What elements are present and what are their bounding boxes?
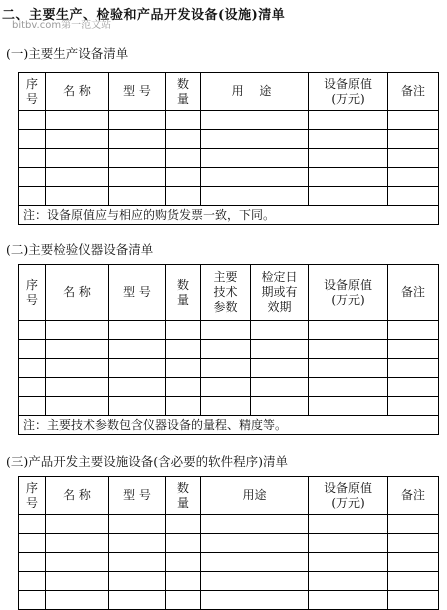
- table-cell: [109, 187, 166, 206]
- table-cell: [46, 378, 109, 397]
- table-cell: [109, 168, 166, 187]
- table-cell: [166, 149, 201, 168]
- header-model: 型 号: [109, 73, 166, 111]
- section-3-heading: (三)产品开发主要设施设备(含必要的软件程序)清单: [6, 454, 289, 469]
- header-calibration: 检定日期或有效期: [251, 265, 309, 321]
- table-cell: [309, 130, 388, 149]
- table-cell: [19, 553, 46, 572]
- table-cell: [109, 130, 166, 149]
- table-cell: [166, 534, 201, 553]
- table-cell: [109, 340, 166, 359]
- table-cell: [388, 397, 439, 416]
- table-cell: [251, 359, 309, 378]
- section-2-heading: (二)主要检验仪器设备清单: [6, 242, 154, 257]
- table-cell: [19, 168, 46, 187]
- table-body: [19, 111, 439, 206]
- table-cell: [309, 591, 388, 610]
- table-cell: [201, 149, 309, 168]
- table-cell: [388, 359, 439, 378]
- document-title: 二、主要生产、检验和产品开发设备(设施)清单: [2, 8, 286, 23]
- table-cell: [309, 515, 388, 534]
- production-equipment-table: [18, 72, 439, 225]
- table-cell: [46, 397, 109, 416]
- table-header-row: [19, 477, 439, 515]
- table-cell: [46, 591, 109, 610]
- table-cell: [388, 187, 439, 206]
- table-cell: [388, 572, 439, 591]
- table-cell: [19, 340, 46, 359]
- table-cell: [309, 397, 388, 416]
- table-row: [19, 378, 439, 397]
- table-row: [19, 321, 439, 340]
- table-row: [19, 534, 439, 553]
- table-cell: [46, 572, 109, 591]
- table-cell: [109, 515, 166, 534]
- header-qty: 数量: [166, 477, 201, 515]
- header-name: 名 称: [46, 477, 109, 515]
- watermark: bitbv.com第一范文站: [12, 20, 112, 31]
- header-seq: 序号: [19, 265, 46, 321]
- table-cell: [166, 359, 201, 378]
- table-cell: [201, 321, 251, 340]
- table-cell: [109, 149, 166, 168]
- table-cell: [388, 591, 439, 610]
- table-cell: [46, 515, 109, 534]
- table-cell: [388, 111, 439, 130]
- table-cell: [46, 111, 109, 130]
- table-cell: [166, 187, 201, 206]
- table-cell: [46, 340, 109, 359]
- table-cell: [166, 111, 201, 130]
- table-cell: [309, 359, 388, 378]
- inspection-instrument-table: [18, 264, 439, 435]
- table-cell: [166, 515, 201, 534]
- header-name: 名 称: [46, 73, 109, 111]
- table-cell: [201, 378, 251, 397]
- table-cell: [388, 553, 439, 572]
- table-note: 注：主要技术参数包含仪器设备的量程、精度等。: [19, 416, 439, 435]
- header-qty: 数量: [166, 265, 201, 321]
- table-row: [19, 149, 439, 168]
- table-cell: [388, 340, 439, 359]
- header-model: 型 号: [109, 477, 166, 515]
- table-cell: [201, 340, 251, 359]
- table-cell: [109, 397, 166, 416]
- table-cell: [166, 130, 201, 149]
- table-cell: [388, 168, 439, 187]
- table-note: 注：设备原值应与相应的购货发票一致，下同。: [19, 206, 439, 225]
- table-cell: [46, 168, 109, 187]
- table-row: [19, 359, 439, 378]
- table-row: [19, 515, 439, 534]
- table-cell: [201, 591, 309, 610]
- table-cell: [201, 168, 309, 187]
- table-note-row: [19, 416, 439, 435]
- table-cell: [19, 130, 46, 149]
- table-cell: [19, 359, 46, 378]
- table-cell: [19, 572, 46, 591]
- table-body: [19, 515, 439, 610]
- table-cell: [19, 378, 46, 397]
- table-cell: [309, 187, 388, 206]
- table-cell: [388, 149, 439, 168]
- table-cell: [309, 321, 388, 340]
- header-use: 用 途: [201, 73, 309, 111]
- table-cell: [309, 534, 388, 553]
- table-cell: [201, 515, 309, 534]
- table-note-row: [19, 206, 439, 225]
- table-cell: [388, 378, 439, 397]
- table-cell: [109, 111, 166, 130]
- table-cell: [109, 359, 166, 378]
- table-cell: [166, 397, 201, 416]
- table-cell: [388, 321, 439, 340]
- table-cell: [166, 378, 201, 397]
- table-cell: [388, 534, 439, 553]
- table-cell: [201, 187, 309, 206]
- header-params: 主要技术参数: [201, 265, 251, 321]
- table-cell: [201, 534, 309, 553]
- table-cell: [201, 130, 309, 149]
- table-cell: [166, 553, 201, 572]
- table-cell: [309, 111, 388, 130]
- header-qty: 数量: [166, 73, 201, 111]
- table-cell: [109, 378, 166, 397]
- header-seq: 序号: [19, 73, 46, 111]
- development-equipment-table: [18, 476, 439, 610]
- table-cell: [201, 572, 309, 591]
- table-cell: [46, 321, 109, 340]
- table-cell: [309, 553, 388, 572]
- table-row: [19, 397, 439, 416]
- table-cell: [309, 149, 388, 168]
- table-cell: [19, 591, 46, 610]
- header-value: 设备原值(万元): [309, 477, 388, 515]
- table-row: [19, 187, 439, 206]
- table-cell: [19, 321, 46, 340]
- header-remark: 备注: [388, 265, 439, 321]
- table-body: [19, 321, 439, 416]
- table-cell: [109, 553, 166, 572]
- table-row: [19, 130, 439, 149]
- table-header-row: [19, 265, 439, 321]
- table-cell: [166, 168, 201, 187]
- table-cell: [251, 397, 309, 416]
- table-cell: [166, 591, 201, 610]
- table-cell: [19, 397, 46, 416]
- table-cell: [201, 359, 251, 378]
- table-row: [19, 572, 439, 591]
- table-cell: [19, 515, 46, 534]
- table-cell: [19, 534, 46, 553]
- table-cell: [251, 340, 309, 359]
- table-cell: [309, 572, 388, 591]
- table-cell: [388, 515, 439, 534]
- table-cell: [109, 591, 166, 610]
- table-cell: [166, 572, 201, 591]
- section-1-heading: (一)主要生产设备清单: [6, 46, 129, 61]
- table-cell: [309, 168, 388, 187]
- table-cell: [19, 149, 46, 168]
- table-cell: [388, 130, 439, 149]
- table-cell: [309, 340, 388, 359]
- header-remark: 备注: [388, 73, 439, 111]
- table-cell: [166, 340, 201, 359]
- table-cell: [109, 321, 166, 340]
- header-remark: 备注: [388, 477, 439, 515]
- table-row: [19, 340, 439, 359]
- table-cell: [251, 378, 309, 397]
- table-row: [19, 111, 439, 130]
- table-cell: [109, 534, 166, 553]
- header-value: 设备原值(万元): [309, 73, 388, 111]
- table-cell: [309, 378, 388, 397]
- header-seq: 序号: [19, 477, 46, 515]
- table-cell: [46, 149, 109, 168]
- table-cell: [201, 397, 251, 416]
- table-cell: [19, 187, 46, 206]
- header-use: 用途: [201, 477, 309, 515]
- table-cell: [251, 321, 309, 340]
- table-cell: [46, 130, 109, 149]
- table-row: [19, 553, 439, 572]
- header-name: 名 称: [46, 265, 109, 321]
- table-header-row: [19, 73, 439, 111]
- table-cell: [201, 111, 309, 130]
- table-cell: [19, 111, 46, 130]
- table-cell: [46, 187, 109, 206]
- table-cell: [46, 359, 109, 378]
- table-row: [19, 168, 439, 187]
- table-cell: [109, 572, 166, 591]
- table-cell: [166, 321, 201, 340]
- header-model: 型 号: [109, 265, 166, 321]
- header-value: 设备原值(万元): [309, 265, 388, 321]
- table-cell: [201, 553, 309, 572]
- table-cell: [46, 534, 109, 553]
- table-row: [19, 591, 439, 610]
- table-cell: [46, 553, 109, 572]
